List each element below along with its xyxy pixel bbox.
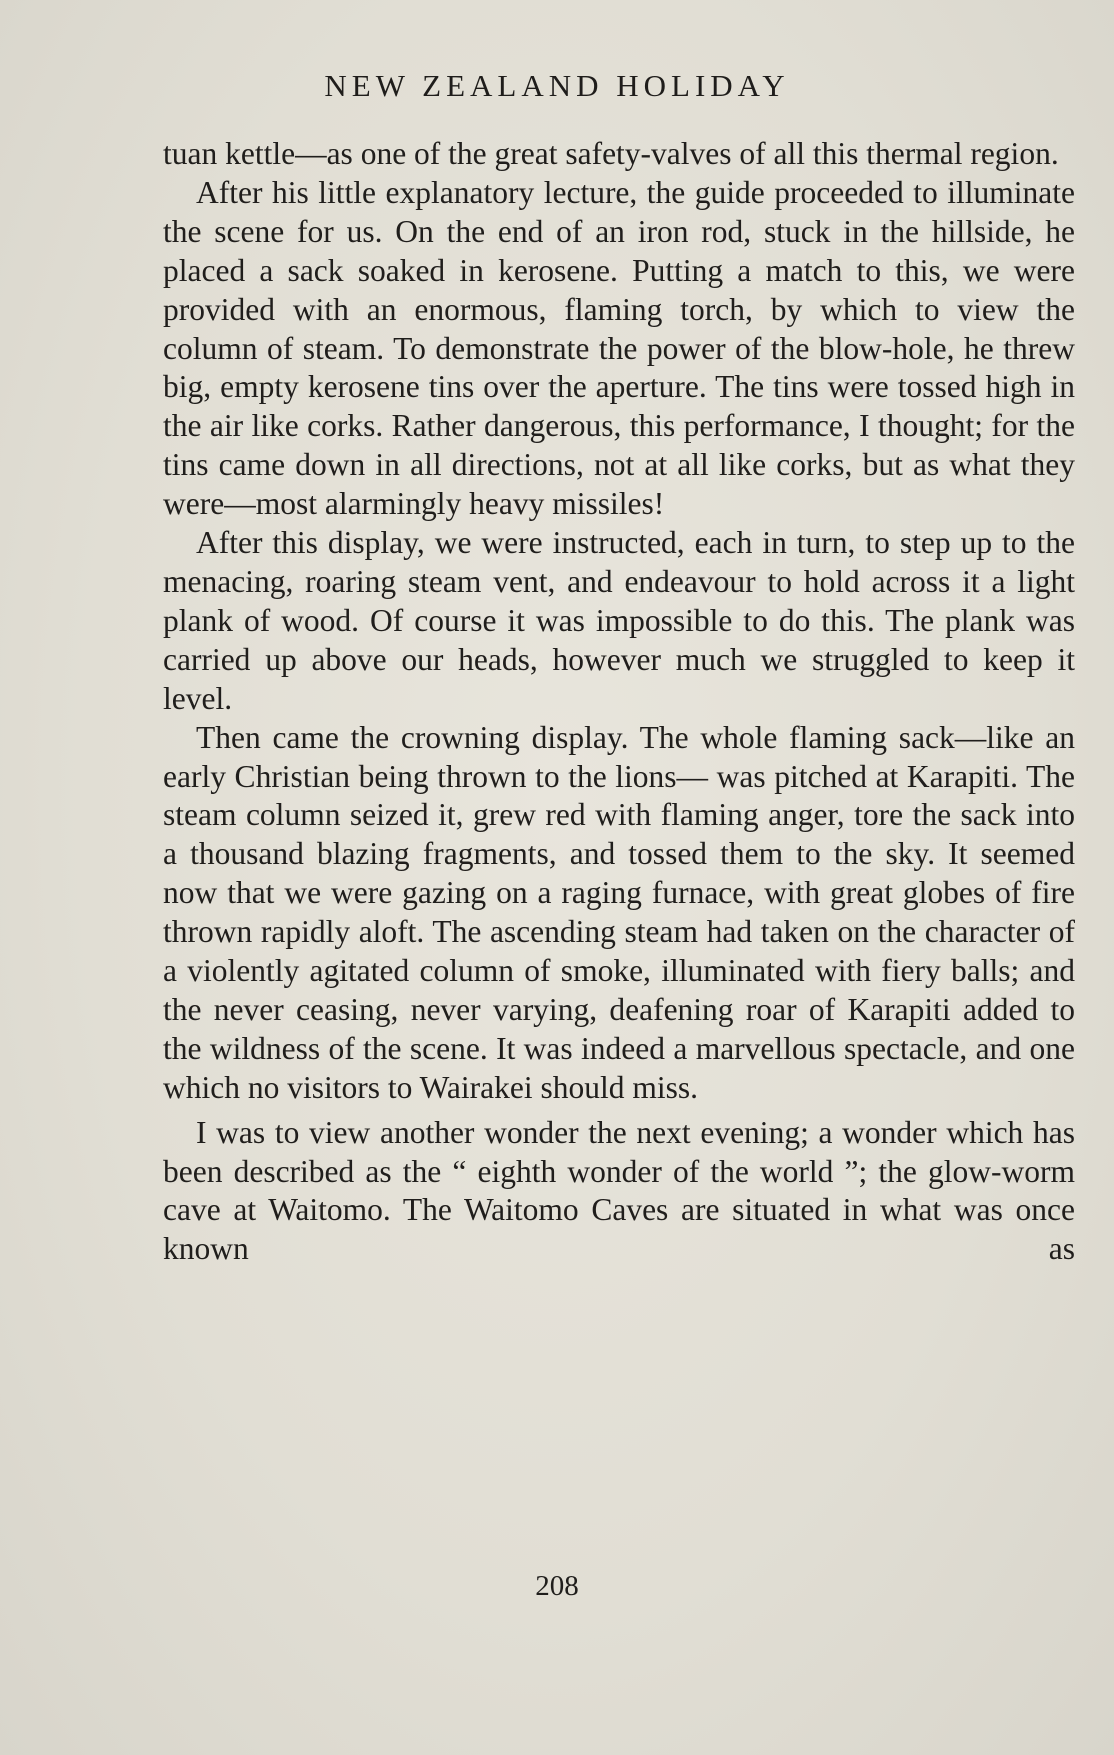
paragraph-waitomo: I was to view another wonder the next evening; a wonder which has been described as the “ eighth wonder of the world ”; the glow-worm cave at Waitomo. The Waitomo Caves are situated in what was once known as (163, 1114, 1075, 1267)
body-text (163, 135, 1075, 1269)
paragraph-guide-lecture: After his little explanatory lecture, the guide proceeded to illuminate the scene for us. On the end of an iron rod, stuck in the hillside, he placed a sack soaked in kerosene. Putting a match to this, we were provided with an enormous, flaming torch, by which to view the column of steam. To demonstrate the power of the blow-hole, he threw big, empty kerosene tins over the aperture. The tins were tossed high in the air like corks. Rather dangerous, this performance, I thought; for the tins came down in all directions, not at all like corks, but as what they were—most alarmingly heavy missiles! (163, 174, 1075, 522)
running-header: NEW ZEALAND HOLIDAY (324, 68, 790, 103)
paragraph-plank: After this display, we were instructed, each in turn, to step up to the menacing, roaring steam vent, and endeavour to hold across it a light plank of wood. Of course it was impossible to do this. The plank was carried up above our heads, however much we struggled to keep it level. (163, 525, 1075, 716)
paragraph-crowning-display: Then came the crowning display. The whole flaming sack—like an early Christian being thrown to the lions— was pitched at Karapiti. The steam column seized it, grew red with flaming anger, tore the sack into a thousand blazing fragments, and tossed them to the sky. It seemed now that we were gazing on a raging furnace, with great globes of fire thrown rapidly aloft. The ascending steam had taken on the character of a violently agitated column of smoke, illuminated with fiery balls; and the never ceasing, never varying, deafening roar of Karapiti added to the wildness of the scene. It was indeed a marvellous spectacle, and one which no visitors to Wairakei should miss. (163, 719, 1075, 1105)
page-number: 208 (535, 1570, 579, 1602)
paragraph-continuation: tuan kettle—as one of the great safety-valves of all this thermal region. (163, 136, 1059, 171)
